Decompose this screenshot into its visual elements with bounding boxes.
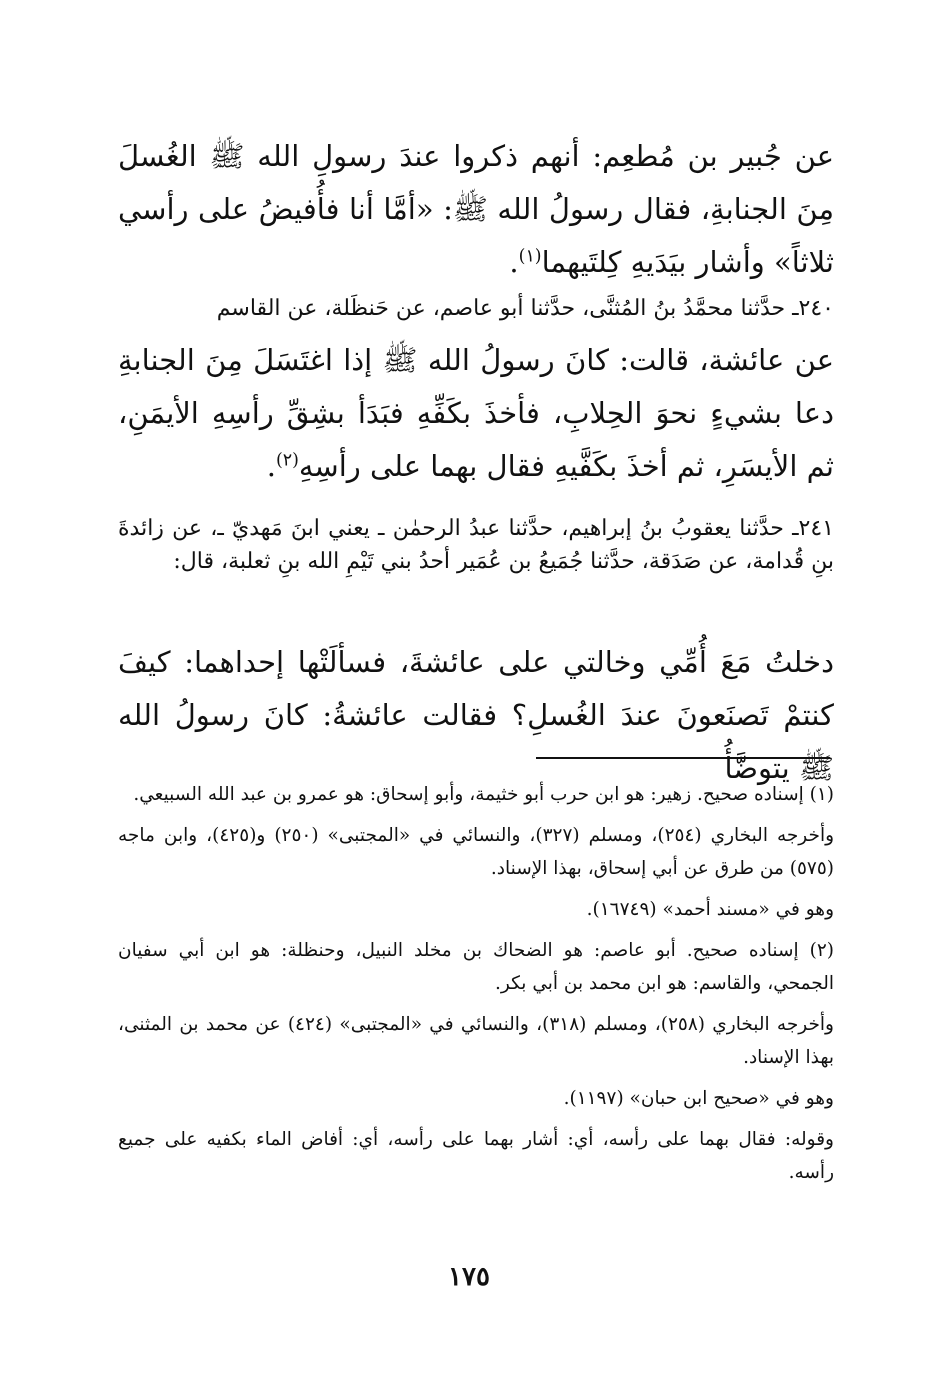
main-text-block-3: دخلتُ مَعَ أُمِّي وخالتي على عائشةَ، فسألَتْها إحداهما: كيفَ كنتمْ تَصنَعونَ عندَ الغُسلِ؟ فقالت عائشةُ: كانَ رسولُ الله ﷺ يتوضَّأُ (118, 645, 834, 785)
main-text-block-2 (118, 334, 834, 493)
footnote-marker: (١) (518, 246, 542, 267)
footnote-separator (536, 757, 830, 759)
footnote: وهو في «صحيح ابن حبان» (١١٩٧). (563, 1088, 834, 1109)
footnotes (118, 778, 834, 1197)
footnote-marker: (٢) (275, 450, 299, 471)
hadith-text-paragraph: عن عائشة، قالت: كانَ رسولُ الله ﷺ إذا اغتَسَلَ مِنَ الجنابةِ دعا بشيءٍ نحوَ الحِلابِ، فأخذَ بكَفِّهِ فبَدَأ بشِقِّ رأسِهِ الأيمَنِ، ثم الأيسَرِ، ثم أخذَ بكَفَّيهِ فقال بهما على رأسِهِ$^{(٢)}$. (118, 343, 834, 483)
footnote: (١) إسناده صحيح. زهير: هو ابن حرب أبو خثيمة، وأبو إسحاق: هو عمرو بن عبد الله السبيعي. (133, 784, 834, 805)
isnad-paragraph-240: ٢٤٠ـ حدَّثنا محمَّدُ بنُ المُثنَّى، حدَّثنا أبو عاصم، عن حَنظَلة، عن القاسم (216, 296, 834, 321)
isnad-paragraph-241: ٢٤١ـ حدَّثنا يعقوبُ بنُ إبراهيم، حدَّثنا عبدُ الرحمٰن ـ يعني ابنَ مَهديّ ـ، عن زائدةَ بنِ قُدامة، عن صَدَقة، حدَّثنا جُمَيعُ بن عُمَير أحدُ بني تَيْمِ الله بنِ ثعلبة، قال: (118, 516, 834, 574)
footnote: وقوله: فقال بهما على رأسه، أي: أشار بهما على رأسه، أي: أفاض الماء بكفيه على جميع رأسه. (118, 1129, 834, 1183)
footnote: وهو في «مسند أحمد» (١٦٧٤٩). (586, 899, 834, 920)
footnote: وأخرجه البخاري (٢٥٤)، ومسلم (٣٢٧)، والنسائي في «المجتبى» (٢٥٠) و(٤٢٥)، وابن ماجه (٥٧٥) من طرق عن أبي إسحاق، بهذا الإسناد. (118, 825, 835, 879)
footnote: (٢) إسناده صحيح. أبو عاصم: هو الضحاك بن مخلد النبيل، وحنظلة: هو ابن أبي سفيان الجمحي، والقاسم: هو ابن محمد بن أبي بكر. (118, 940, 834, 994)
footnote: وأخرجه البخاري (٢٥٨)، ومسلم (٣١٨)، والنسائي في «المجتبى» (٤٢٤) عن محمد بن المثنى، بهذا الإسناد. (118, 1014, 834, 1068)
page-number: ١٧٥ (448, 1262, 490, 1292)
main-text-block-1 (118, 130, 834, 289)
hadith-text-paragraph: عن جُبير بن مُطعِم: أنهم ذكروا عندَ رسولِ الله ﷺ الغُسلَ مِنَ الجنابةِ، فقال رسولُ الله ﷺ: «أمَّا أنا فأُفيضُ على رأسي ثلاثاً» وأشار بيَدَيهِ كِلتَيهما$^{(١)}$. (118, 139, 834, 279)
